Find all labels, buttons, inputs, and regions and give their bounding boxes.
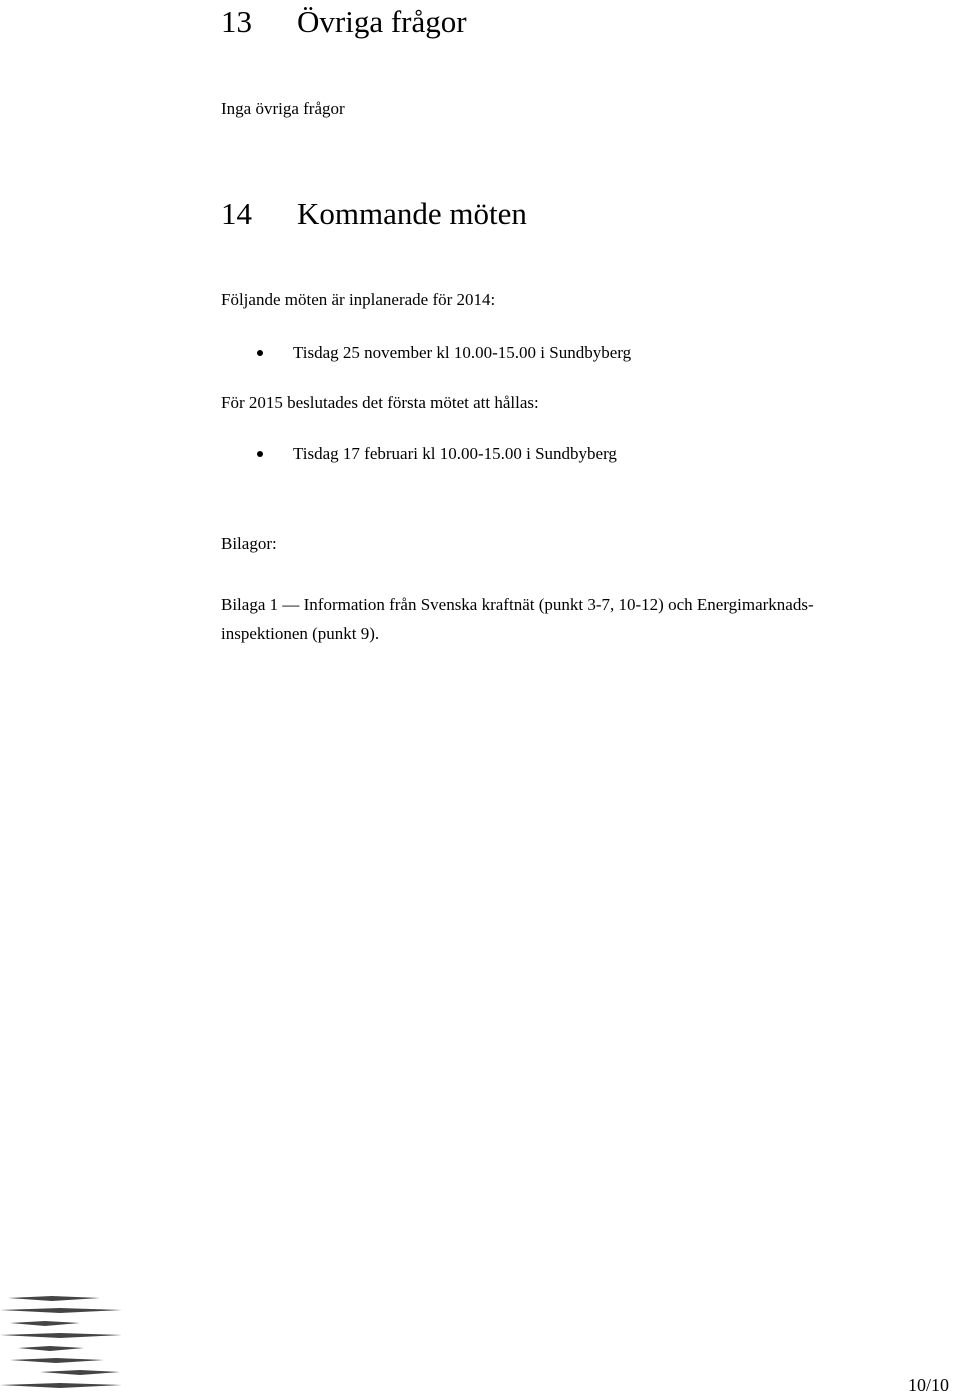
section-heading-14 — [221, 194, 527, 234]
attachments-heading: Bilagor: — [221, 534, 277, 553]
page-number: 10/10 — [908, 1375, 950, 1395]
list-item: Tisdag 17 februari kl 10.00-15.00 i Sundbyberg — [293, 444, 617, 463]
striped-logo-icon — [0, 1293, 130, 1397]
section-number: 13 — [221, 4, 252, 39]
section-title: Kommande möten — [297, 196, 527, 231]
meetings-2014-intro: Följande möten är inplanerade för 2014: — [221, 290, 496, 309]
meetings-2015-intro: För 2015 beslutades det första mötet att hållas: — [221, 393, 539, 412]
section-number: 14 — [221, 196, 252, 231]
section-13-body: Inga övriga frågor — [221, 99, 345, 118]
attachment-item-line2: inspektionen (punkt 9). — [221, 624, 380, 643]
section-heading-13 — [221, 2, 467, 42]
section-title: Övriga frågor — [297, 4, 467, 39]
bullet-icon — [257, 350, 263, 356]
list-item: Tisdag 25 november kl 10.00-15.00 i Sundbyberg — [293, 343, 632, 362]
bullet-icon — [257, 451, 263, 457]
attachment-item-line1: Bilaga 1 — Information från Svenska kraftnät (punkt 3-7, 10-12) och Energimarknads- — [221, 595, 814, 614]
